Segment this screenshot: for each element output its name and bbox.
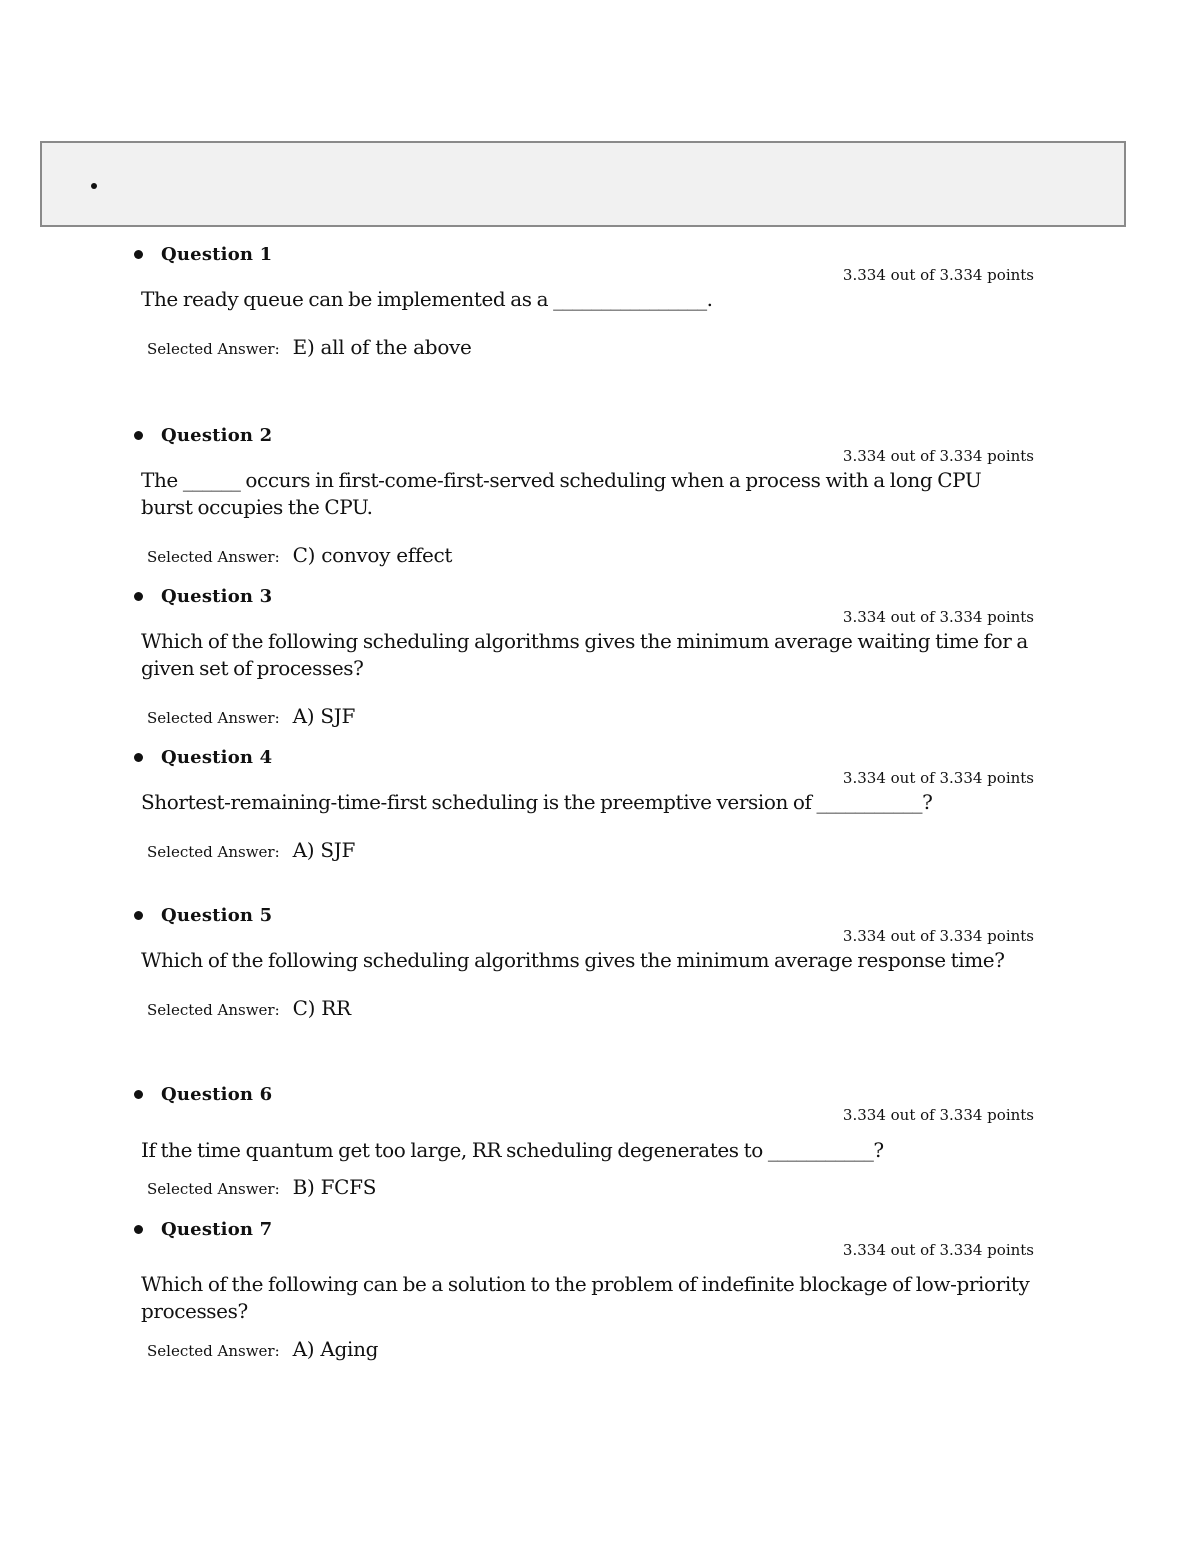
question-title: Question 1 bbox=[161, 243, 273, 265]
question-points: 3.334 out of 3.334 points bbox=[842, 769, 1034, 787]
question-title: Question 5 bbox=[161, 904, 273, 926]
selected-answer bbox=[147, 1337, 378, 1361]
question-header bbox=[134, 423, 272, 447]
question-title: Question 6 bbox=[161, 1083, 273, 1105]
question-points: 3.334 out of 3.334 points bbox=[842, 266, 1034, 284]
question-header bbox=[134, 242, 272, 266]
question-text: The ______ occurs in first-come-first-served scheduling when a process with a long CPU burst occupies the CPU. bbox=[141, 468, 982, 519]
question-points: 3.334 out of 3.334 points bbox=[842, 927, 1034, 945]
selected-answer-label: Selected Answer: bbox=[147, 1001, 280, 1019]
selected-answer-value: C) RR bbox=[292, 996, 351, 1020]
selected-answer-value: C) convoy effect bbox=[292, 543, 453, 567]
selected-answer-label: Selected Answer: bbox=[147, 1342, 280, 1360]
question-points: 3.334 out of 3.334 points bbox=[842, 608, 1034, 626]
selected-answer-value: B) FCFS bbox=[292, 1175, 377, 1199]
question-title: Question 2 bbox=[161, 424, 273, 446]
question-points: 3.334 out of 3.334 points bbox=[842, 1106, 1034, 1124]
question-header bbox=[134, 1082, 272, 1106]
selected-answer bbox=[147, 1175, 376, 1199]
selected-answer bbox=[147, 996, 351, 1020]
question-points: 3.334 out of 3.334 points bbox=[842, 447, 1034, 465]
question-header bbox=[134, 903, 272, 927]
selected-answer-value: E) all of the above bbox=[292, 335, 472, 359]
question-text: Shortest-remaining-time-first scheduling is the preemptive version of ___________? bbox=[141, 790, 933, 814]
selected-answer bbox=[147, 704, 355, 728]
bullet-icon bbox=[134, 431, 143, 440]
question-text: Which of the following scheduling algorithms gives the minimum average response time? bbox=[141, 948, 1005, 972]
selected-answer-label: Selected Answer: bbox=[147, 709, 280, 727]
question-title: Question 4 bbox=[161, 746, 273, 768]
selected-answer bbox=[147, 335, 472, 359]
question-header bbox=[134, 1217, 272, 1241]
selected-answer bbox=[147, 838, 355, 862]
selected-answer-label: Selected Answer: bbox=[147, 340, 280, 358]
selected-answer-label: Selected Answer: bbox=[147, 1180, 280, 1198]
bullet-icon bbox=[134, 911, 143, 920]
bullet-icon bbox=[134, 753, 143, 762]
question-points: 3.334 out of 3.334 points bbox=[842, 1241, 1034, 1259]
question-title: Question 7 bbox=[161, 1218, 273, 1240]
question-text: Which of the following can be a solution to the problem of indefinite blockage of low-priority processes? bbox=[141, 1272, 1030, 1323]
question-text: If the time quantum get too large, RR scheduling degenerates to ___________? bbox=[141, 1138, 884, 1162]
bullet-icon bbox=[134, 250, 143, 259]
header-panel bbox=[40, 141, 1126, 227]
question-text: The ready queue can be implemented as a ________________. bbox=[141, 287, 713, 311]
bullet-icon bbox=[134, 1090, 143, 1099]
selected-answer-label: Selected Answer: bbox=[147, 548, 280, 566]
question-header bbox=[134, 745, 272, 769]
selected-answer bbox=[147, 543, 452, 567]
selected-answer-value: A) SJF bbox=[292, 704, 356, 728]
selected-answer-value: A) SJF bbox=[292, 838, 356, 862]
question-title: Question 3 bbox=[161, 585, 273, 607]
bullet-icon bbox=[134, 1225, 143, 1234]
selected-answer-label: Selected Answer: bbox=[147, 843, 280, 861]
bullet-icon bbox=[134, 592, 143, 601]
question-text: Which of the following scheduling algorithms gives the minimum average waiting time for a given set of processes? bbox=[141, 629, 1028, 680]
question-header bbox=[134, 584, 272, 608]
bullet-icon bbox=[91, 183, 97, 189]
selected-answer-value: A) Aging bbox=[292, 1337, 379, 1361]
